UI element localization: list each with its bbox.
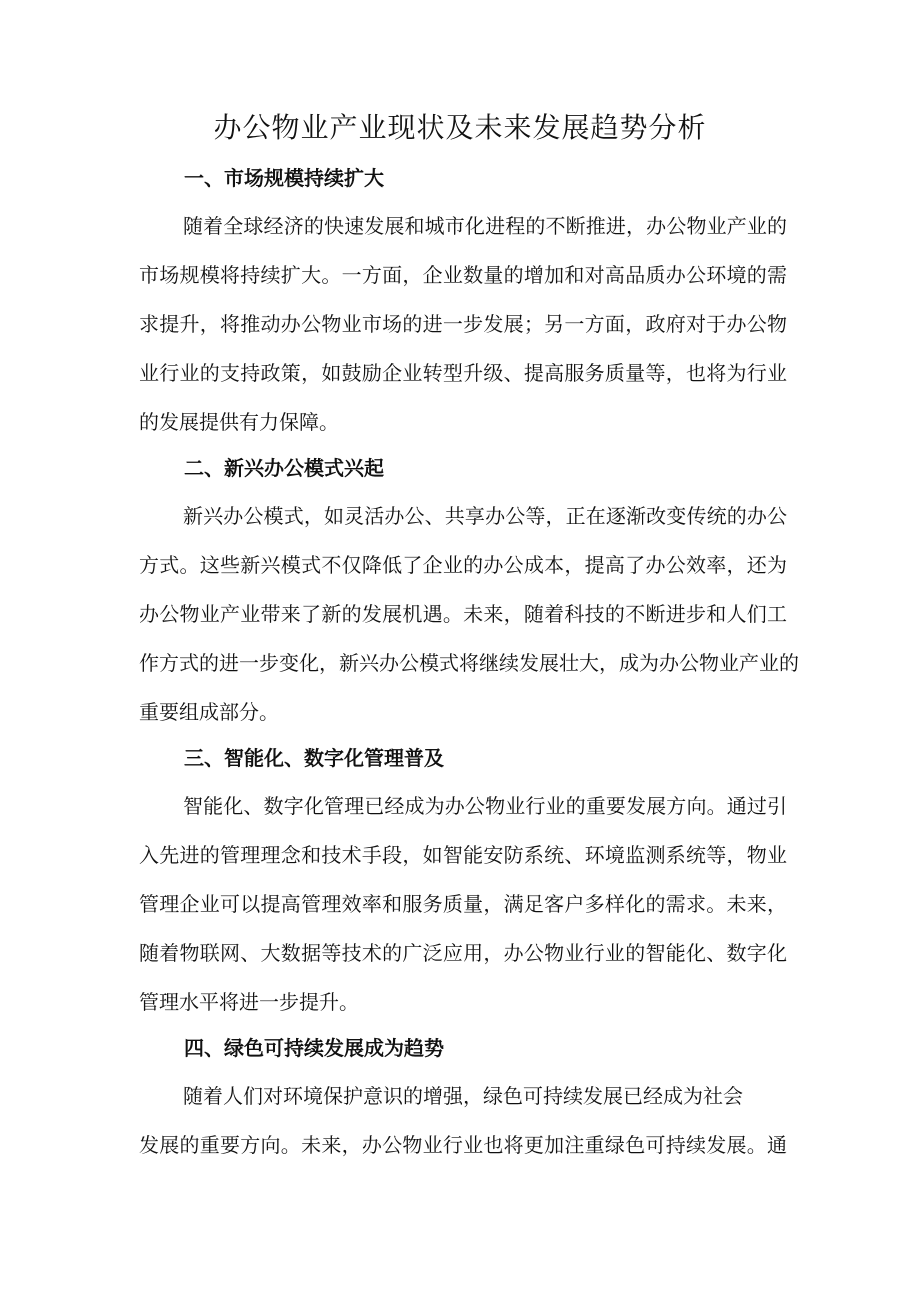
section-paragraph-4: [139, 1072, 787, 1170]
paragraph-line: 求提升，将推动办公物业市场的进一步发展；另一方面，政府对于办公物: [139, 312, 787, 336]
paragraph-line: 重要组成部分。: [139, 700, 279, 724]
paragraph-line: 管理企业可以提高管理效率和服务质量，满足客户多样化的需求。未来，: [139, 892, 787, 916]
paragraph-line: 方式。这些新兴模式不仅降低了企业的办公成本，提高了办公效率，还为: [139, 553, 787, 577]
document-title: 办公物业产业现状及未来发展趋势分析: [213, 111, 707, 144]
section-heading-4: 四、绿色可持续发展成为趋势: [184, 1036, 444, 1060]
section-heading-1: 一、市场规模持续扩大: [184, 166, 384, 190]
paragraph-line: 随着物联网、大数据等技术的广泛应用，办公物业行业的智能化、数字化: [139, 941, 787, 965]
paragraph-line: 管理水平将进一步提升。: [139, 990, 359, 1014]
paragraph-line: 办公物业产业带来了新的发展机遇。未来，随着科技的不断进步和人们工: [139, 602, 787, 626]
section-heading-2: 二、新兴办公模式兴起: [184, 456, 384, 480]
paragraph-line: 智能化、数字化管理已经成为办公物业行业的重要发展方向。通过引: [183, 794, 787, 818]
paragraph-line: 市场规模将持续扩大。一方面，企业数量的增加和对高品质办公环境的需: [139, 263, 787, 287]
paragraph-line: 随着人们对环境保护意识的增强，绿色可持续发展已经成为社会: [183, 1084, 743, 1108]
paragraph-line: 发展的重要方向。未来，办公物业行业也将更加注重绿色可持续发展。通: [139, 1133, 787, 1157]
section-paragraph-3: [139, 782, 787, 1027]
paragraph-line: 入先进的管理理念和技术手段，如智能安防系统、环境监测系统等，物业: [139, 843, 787, 867]
section-paragraph-2: [139, 492, 799, 737]
paragraph-line: 作方式的进一步变化，新兴办公模式将继续发展壮大，成为办公物业产业的: [139, 651, 799, 675]
section-heading-3: 三、智能化、数字化管理普及: [184, 746, 444, 770]
section-paragraph-1: [139, 202, 787, 447]
paragraph-line: 随着全球经济的快速发展和城市化进程的不断推进，办公物业产业的: [183, 214, 787, 238]
paragraph-line: 业行业的支持政策，如鼓励企业转型升级、提高服务质量等，也将为行业: [139, 361, 787, 385]
paragraph-line: 的发展提供有力保障。: [139, 410, 339, 434]
paragraph-line: 新兴办公模式，如灵活办公、共享办公等，正在逐渐改变传统的办公: [183, 504, 787, 528]
